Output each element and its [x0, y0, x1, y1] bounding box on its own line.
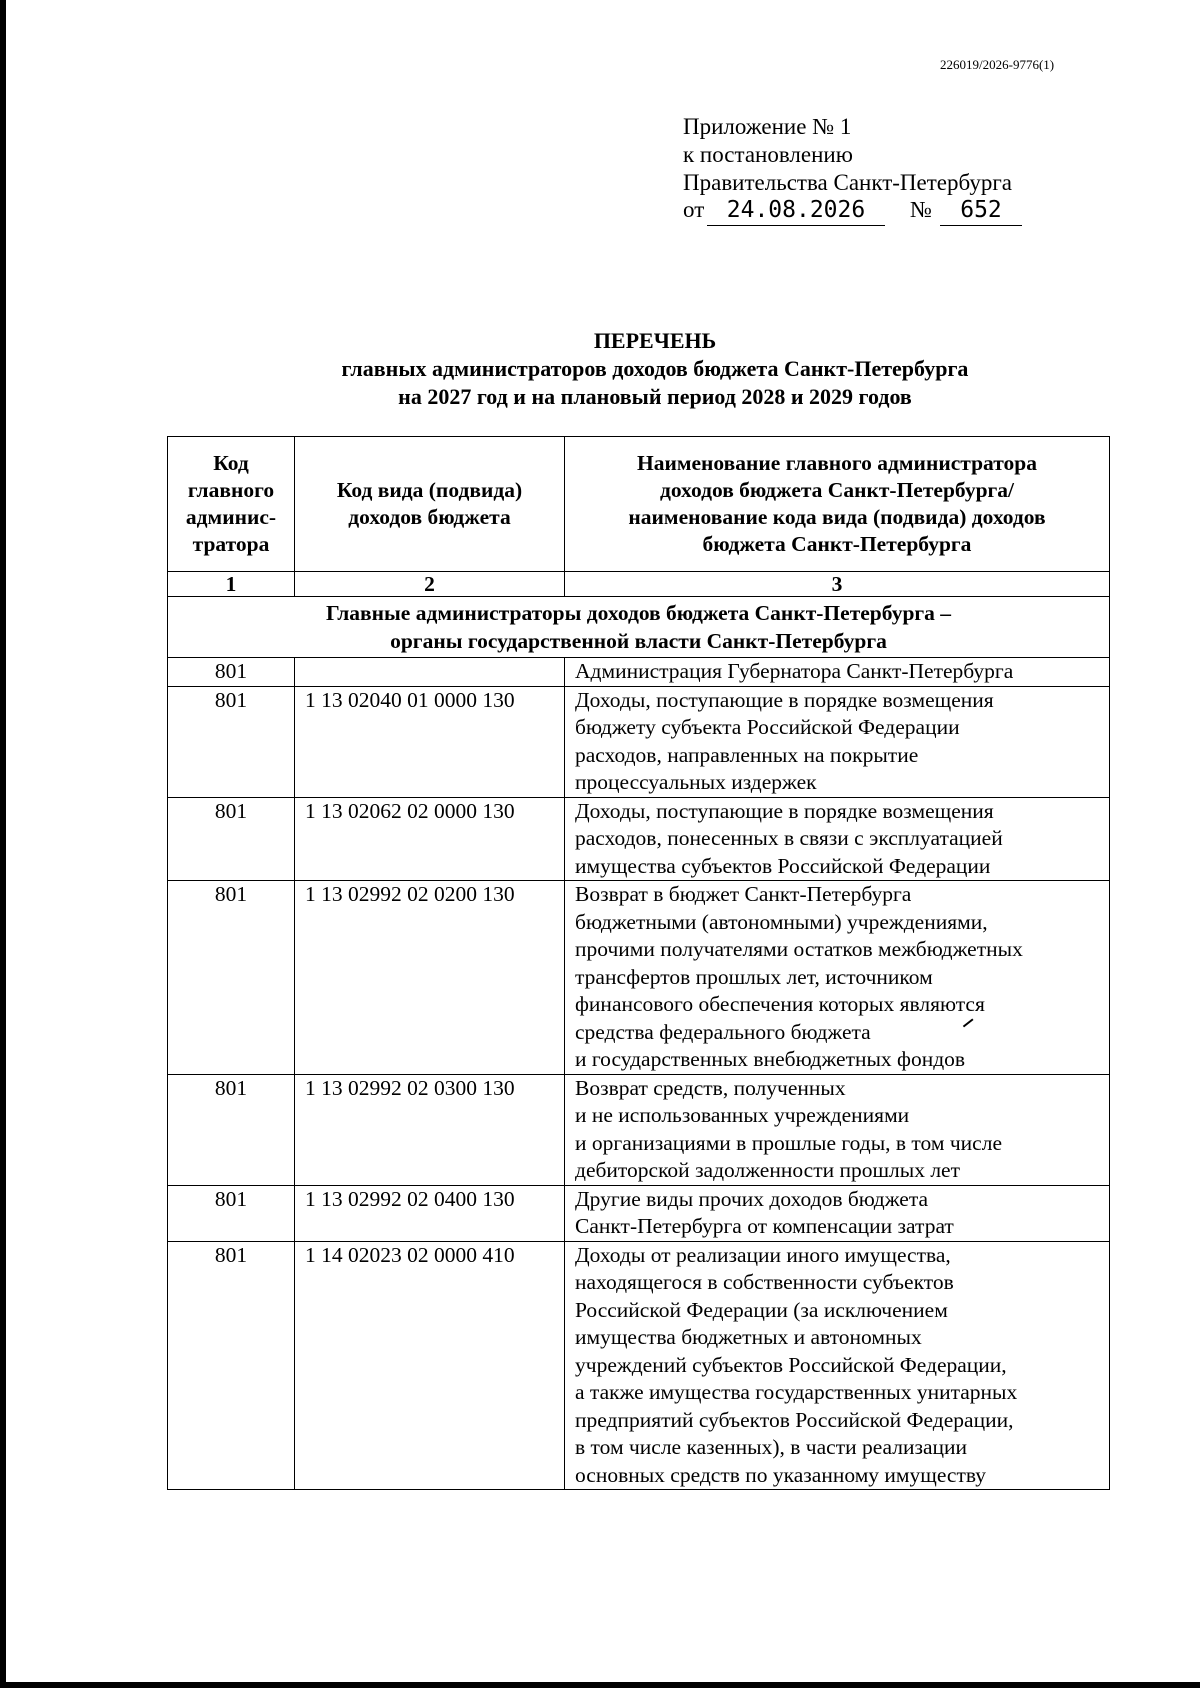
group-header: Главные администраторы доходов бюджета Санкт-Петербурга – органы государственной власти Санкт-Петербурга: [168, 597, 1110, 658]
appendix-line: Правительства Санкт-Петербурга: [683, 170, 1012, 195]
table-row: [168, 797, 1110, 881]
revenue-name: Доходы, поступающие в порядке возмещения бюджету субъекта Российской Федерации расходов, направленных на покрытие процессуальных издержек: [565, 686, 1110, 797]
admin-code: 801: [168, 1241, 295, 1490]
admin-code: 801: [168, 686, 295, 797]
table-row: [168, 658, 1110, 687]
column-number: 3: [565, 572, 1110, 597]
header-revenue-code: Код вида (подвида) доходов бюджета: [295, 437, 565, 572]
table-row: [168, 686, 1110, 797]
table-row: [168, 1241, 1110, 1490]
title-line: главных администраторов доходов бюджета Санкт-Петербурга: [341, 356, 969, 381]
title-line: на 2027 год и на плановый период 2028 и 2029 годов: [398, 384, 912, 409]
revenue-name: Другие виды прочих доходов бюджета Санкт-Петербурга от компенсации затрат: [565, 1185, 1110, 1241]
number-label: №: [910, 197, 932, 222]
revenue-name: Администрация Губернатора Санкт-Петербурга: [565, 658, 1110, 687]
scan-edge-left: [0, 0, 6, 1688]
resolution-number: 652: [940, 197, 1022, 226]
resolution-date: 24.08.2026: [707, 197, 885, 226]
column-number-row: [168, 572, 1110, 597]
revenue-name: Доходы от реализации иного имущества, находящегося в собственности субъектов Российской Федерации (за исключением имущества бюджетных и автономных учреждений субъектов Российской Федерации, а также имущества государственных унитарных предприятий субъектов Российской Федерации, в том числе казенных), в части реализации основных средств по указанному имуществу: [565, 1241, 1110, 1490]
revenue-code: 1 13 02992 02 0300 130: [295, 1074, 565, 1185]
header-name: Наименование главного администратора доходов бюджета Санкт-Петербурга/ наименование кода вида (подвида) доходов бюджета Санкт-Петербурга: [565, 437, 1110, 572]
document-title: [160, 327, 1150, 411]
admin-code: 801: [168, 797, 295, 881]
group-header-row: [168, 597, 1110, 658]
revenue-administrators-table: [167, 436, 1110, 1490]
from-label: от: [683, 197, 705, 222]
scan-edge-bottom: [0, 1682, 1200, 1688]
column-number: 1: [168, 572, 295, 597]
appendix-line: Приложение № 1: [683, 114, 852, 139]
header-row: [168, 437, 1110, 572]
admin-code: 801: [168, 1185, 295, 1241]
document-id: 226019/2026-9776(1): [940, 57, 1055, 72]
revenue-code: 1 13 02040 01 0000 130: [295, 686, 565, 797]
table-row: [168, 1185, 1110, 1241]
revenue-name: Доходы, поступающие в порядке возмещения расходов, понесенных в связи с эксплуатацией имущества субъектов Российской Федерации: [565, 797, 1110, 881]
revenue-name: Возврат средств, полученных и не использованных учреждениями и организациями в прошлые годы, в том числе дебиторской задолженности прошлых лет: [565, 1074, 1110, 1185]
admin-code: 801: [168, 1074, 295, 1185]
revenue-code: 1 13 02062 02 0000 130: [295, 797, 565, 881]
appendix-block: [683, 113, 1012, 197]
admin-code: 801: [168, 658, 295, 687]
revenue-code: 1 13 02992 02 0400 130: [295, 1185, 565, 1241]
revenue-code: 1 14 02023 02 0000 410: [295, 1241, 565, 1490]
revenue-code: [295, 658, 565, 687]
table-row: [168, 1074, 1110, 1185]
revenue-code: 1 13 02992 02 0200 130: [295, 881, 565, 1075]
revenue-name: Возврат в бюджет Санкт-Петербурга бюджетными (автономными) учреждениями, прочими получателями остатков межбюджетных трансфертов прошлых лет, источником финансового обеспечения которых являются средства федерального бюджета и государственных внебюджетных фондов: [565, 881, 1110, 1075]
admin-code: 801: [168, 881, 295, 1075]
header-admin-code: Код главного админис- тратора: [168, 437, 295, 572]
appendix-line: к постановлению: [683, 142, 853, 167]
table-row: [168, 881, 1110, 1075]
title-line: ПЕРЕЧЕНЬ: [593, 328, 717, 353]
column-number: 2: [295, 572, 565, 597]
